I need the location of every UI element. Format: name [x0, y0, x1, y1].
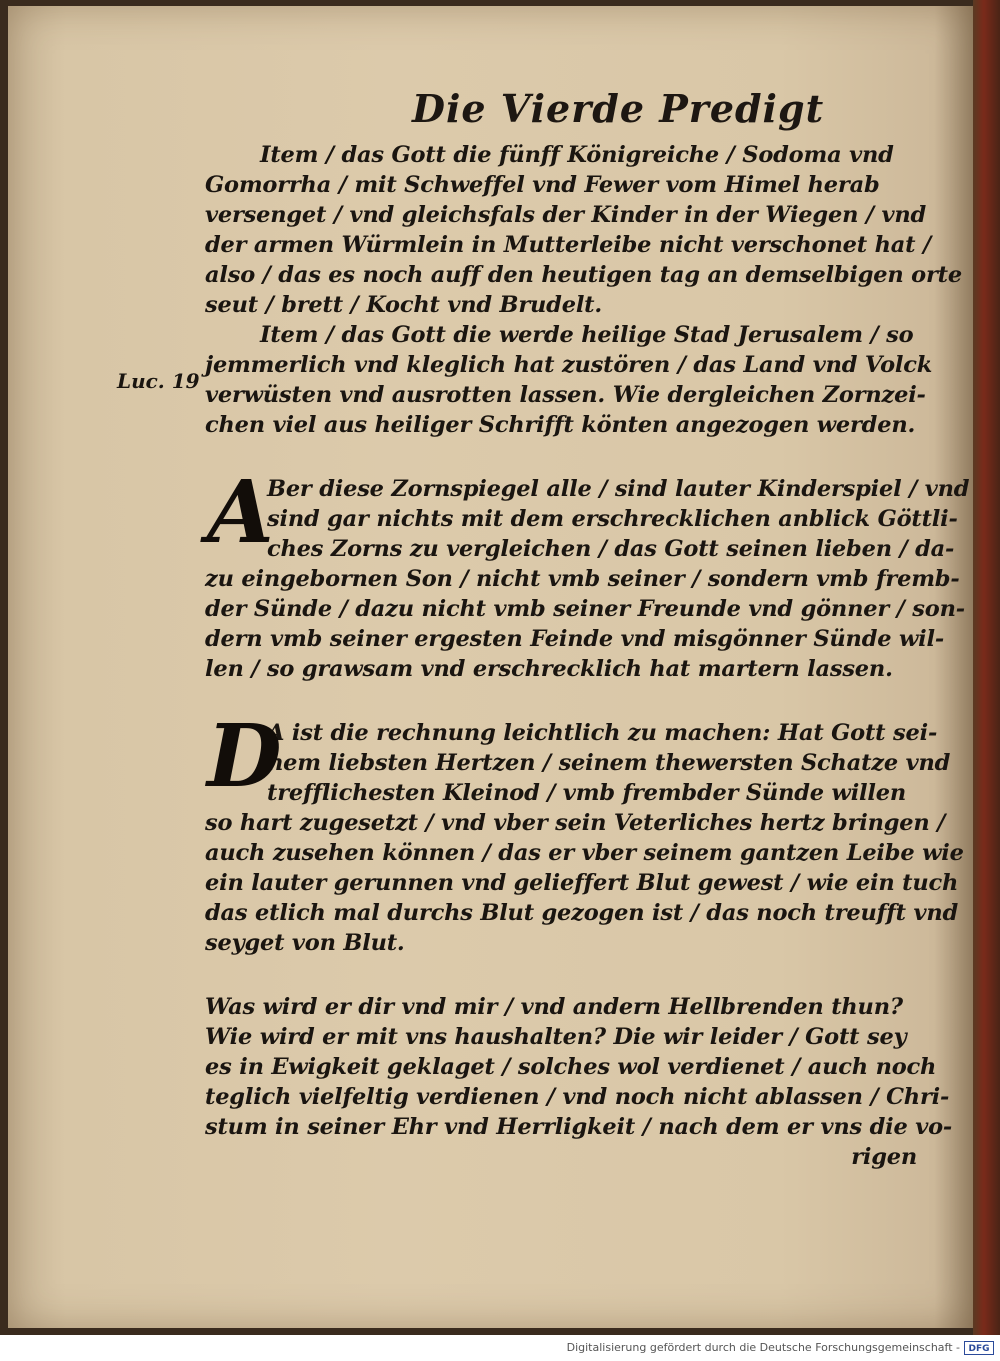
paragraph-4	[205, 706, 964, 958]
text-line: ches Zorns zu vergleichen / das Gott seinen lieben / da-	[267, 536, 955, 562]
digitization-footer	[0, 1337, 1000, 1361]
text-line: versenget / vnd gleichsfals der Kinder in der Wiegen / vnd	[205, 202, 927, 228]
paragraph-2	[205, 320, 933, 440]
drop-cap-initial: A	[207, 462, 274, 563]
paragraph-3	[205, 462, 970, 684]
text-line: so hart zugesetzt / vnd vber sein Veterliches hertz bringen /	[205, 810, 946, 836]
catchword: rigen	[851, 1144, 917, 1170]
text-block	[205, 140, 970, 1172]
text-line: nem liebsten Hertzen / seinem thewersten Schatze vnd	[267, 750, 951, 776]
text-line: es in Ewigkeit geklaget / solches wol verdienet / auch noch	[205, 1054, 937, 1080]
footer-credit: Digitalisierung gefördert durch die Deutsche Forschungsgemeinschaft -	[566, 1341, 960, 1354]
text-line: Item / das Gott die fünff Königreiche / Sodoma vnd	[260, 142, 894, 168]
text-line: der Sünde / dazu nicht vmb seiner Freunde vnd gönner / son-	[205, 596, 965, 622]
text-line: trefflichesten Kleinod / vmb frembder Sünde willen	[267, 780, 907, 806]
text-line: Wie wird er mit vns haushalten? Die wir leider / Gott sey	[205, 1024, 907, 1050]
text-line: dern vmb seiner ergesten Feinde vnd misgönner Sünde wil-	[205, 626, 944, 652]
text-line: stum in seiner Ehr vnd Herrligkeit / nach dem er vns die vo-	[205, 1114, 953, 1140]
book-spine-edge	[973, 0, 1000, 1335]
text-line: der armen Würmlein in Mutterleibe nicht verschonet hat /	[205, 232, 931, 258]
text-line: also / das es noch auff den heutigen tag an demselbigen orte	[205, 262, 962, 288]
text-line: auch zusehen können / das er vber seinem gantzen Leibe wie	[205, 840, 964, 866]
text-line: teglich vielfeltig verdienen / vnd noch nicht ablassen / Chri-	[205, 1084, 950, 1110]
text-line: Gomorrha / mit Schweffel vnd Fewer vom Himel herab	[205, 172, 880, 198]
text-line: ein lauter gerunnen vnd gelieffert Blut gewest / wie ein tuch	[205, 870, 959, 896]
text-line: len / so grawsam vnd erschrecklich hat martern lassen.	[205, 656, 893, 682]
text-line: seut / brett / Kocht vnd Brudelt.	[205, 292, 602, 318]
text-line: verwüsten vnd ausrotten lassen. Wie dergleichen Zornzei-	[205, 382, 926, 408]
text-line: Was wird er dir vnd mir / vnd andern Hellbrenden thun?	[205, 994, 903, 1020]
text-line: A ist die rechnung leichtlich zu machen: Hat Gott sei-	[267, 720, 938, 746]
text-line: Ber diese Zornspiegel alle / sind lauter Kinderspiel / vnd	[267, 476, 970, 502]
text-line: seyget von Blut.	[205, 930, 405, 956]
text-line: Item / das Gott die werde heilige Stad Jerusalem / so	[260, 322, 914, 348]
paragraph-1	[205, 140, 962, 320]
text-line: zu eingebornen Son / nicht vmb seiner / sondern vmb fremb-	[205, 566, 960, 592]
text-line: das etlich mal durchs Blut gezogen ist / das noch treufft vnd	[205, 900, 959, 926]
running-head: Die Vierde Predigt	[412, 86, 825, 131]
marginal-note: Luc. 19	[117, 369, 200, 393]
text-line: sind gar nichts mit dem erschrecklichen anblick Göttli-	[267, 506, 958, 532]
paragraph-5	[205, 992, 953, 1172]
text-line: chen viel aus heiliger Schrifft könten angezogen werden.	[205, 412, 916, 438]
drop-cap-initial: D	[207, 706, 282, 807]
text-line: jemmerlich vnd kleglich hat zustören / das Land vnd Volck	[205, 352, 933, 378]
dfg-logo-icon: DFG	[964, 1341, 994, 1355]
